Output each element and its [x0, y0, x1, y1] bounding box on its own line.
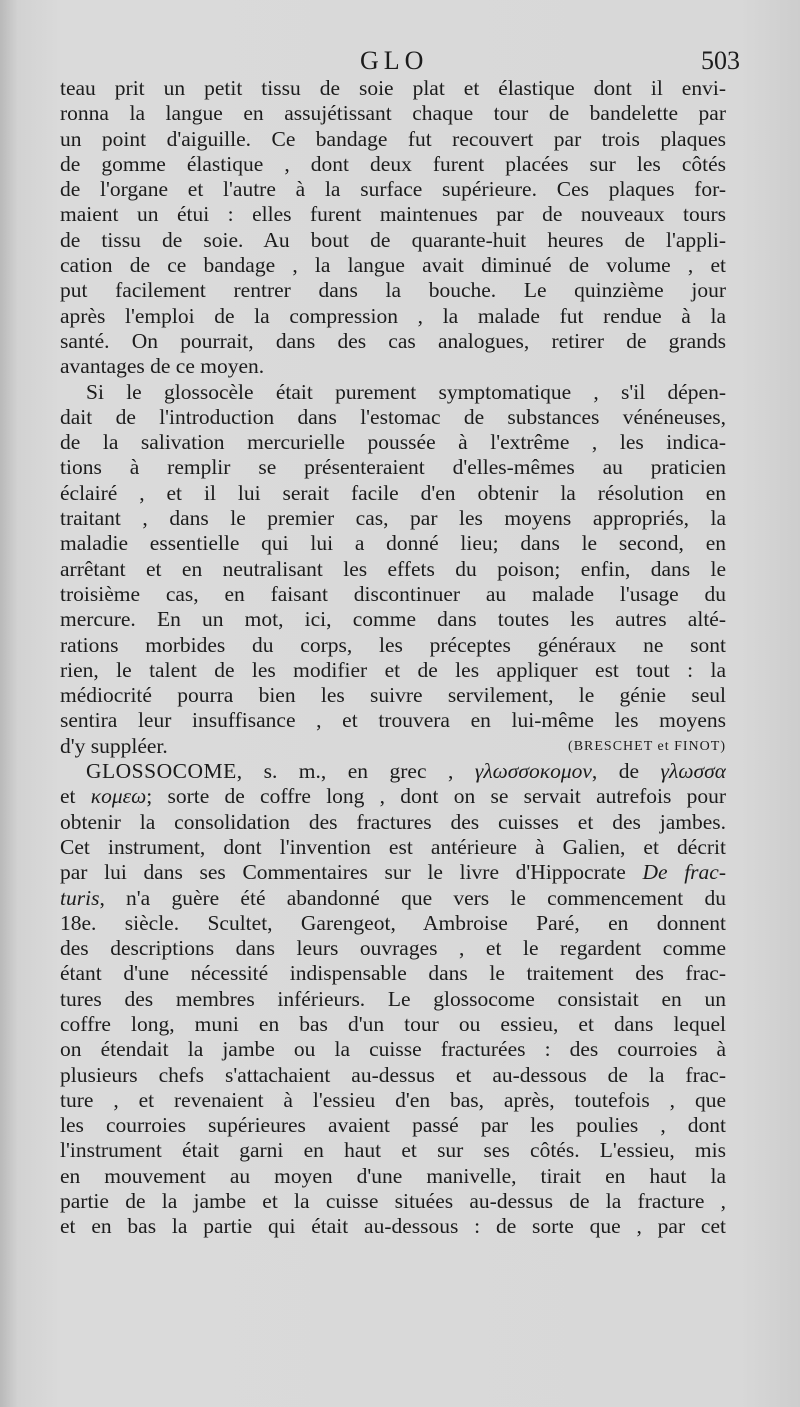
text-line: obtenir la consolidation des fractures des cuisses et des jambes.: [60, 809, 726, 834]
running-head: GLO: [360, 46, 429, 75]
text-line: on étendait la jambe ou la cuisse fracturées : des courroies à: [60, 1037, 726, 1062]
text-line: et en bas la partie qui était au-dessous : de sorte que , par cet: [60, 1214, 726, 1239]
text-line: dait de l'introduction dans l'estomac de substances vénéneuses,: [60, 404, 726, 429]
text-line: de l'organe et l'autre à la surface supérieure. Ces plaques for-: [60, 177, 726, 202]
entry-de: , de: [591, 759, 640, 784]
entry-et: et: [60, 784, 76, 809]
text-line: rations morbides du corps, les préceptes généraux ne sont: [60, 632, 726, 657]
text-line: Si le glossocèle était purement symptomatique , s'il dépen-: [86, 379, 726, 404]
text-line: teau prit un petit tissu de soie plat et élastique dont il envi-: [60, 76, 726, 100]
text-line: en mouvement au moyen d'une manivelle, tirait en haut la: [60, 1163, 726, 1188]
text-line: troisième cas, en faisant discontinuer au malade l'usage du: [60, 581, 726, 606]
text-line: ture , et revenaient à l'essieu d'en bas, après, toutefois , que: [60, 1087, 726, 1112]
text-line: ronna la langue en assujétissant chaque tour de bandelette par: [60, 101, 726, 126]
text-line: partie de la jambe et la cuisse situées au-dessus de la fracture ,: [60, 1189, 726, 1214]
text-line: un point d'aiguille. Ce bandage fut recouvert par trois plaques: [60, 126, 726, 151]
text-line: éclairé , et il lui serait facile d'en obtenir la résolution en: [60, 480, 726, 505]
text-line: maladie essentielle qui lui a donné lieu; dans le second, en: [60, 531, 726, 556]
entry-headword: GLOSSOCOME: [86, 759, 237, 784]
text-line: de gomme élastique , dont deux furent placées sur les côtés: [60, 151, 726, 176]
page-number: 503: [701, 46, 740, 75]
text-line: des descriptions dans leurs ouvrages , et le regardent comme: [60, 936, 726, 961]
text-line: mercure. En un mot, ici, comme dans toutes les autres alté-: [60, 607, 726, 632]
body-text: [60, 76, 726, 1240]
text-line: cation de ce bandage , la langue avait diminué de volume , et: [60, 253, 726, 278]
entry-definition: ; sorte de coffre long , dont on se servait autrefois pour: [146, 784, 726, 809]
citation-title: De frac-: [642, 860, 726, 885]
text-line: médiocrité pourra bien les suivre servilement, le génie seul: [60, 683, 726, 708]
text-line: rien, le talent de les modifier et de les appliquer est tout : la: [60, 657, 726, 682]
citation-text: , n'a guère été abandonné que vers le commencement du: [99, 885, 726, 910]
text-line: [60, 860, 726, 885]
text-line: de tissu de soie. Au bout de quarante-huit heures de l'appli-: [60, 227, 726, 252]
author-attribution: (BRESCHET et FINOT): [568, 738, 726, 754]
greek-term: γλωσσα: [660, 759, 726, 784]
text-line: Cet instrument, dont l'invention est antérieure à Galien, et décrit: [60, 834, 726, 859]
entry-headline: [60, 759, 726, 784]
text-line: put facilement rentrer dans la bouche. Le quinzième jour: [60, 278, 726, 303]
text-line: coffre long, muni en bas d'un tour ou essieu, et dans lequel: [60, 1011, 726, 1036]
text-line: 18e. siècle. Scultet, Garengeot, Ambroise Paré, en donnent: [60, 910, 726, 935]
text-line: tions à remplir se présenteraient d'elles-mêmes au praticien: [60, 455, 726, 480]
text-line: [60, 886, 726, 911]
text-line: santé. On pourrait, dans des cas analogues, retirer de grands: [60, 328, 726, 353]
text-line: étant d'une nécessité indispensable dans le traitement des frac-: [60, 961, 726, 986]
page-header: [60, 44, 740, 78]
text-line: de la salivation mercurielle poussée à l'extrême , les indica-: [60, 430, 726, 455]
text-line: l'instrument était garni en haut et sur ses côtés. L'essieu, mis: [60, 1138, 726, 1163]
text-line: arrêtant et en neutralisant les effets du poison; enfin, dans le: [60, 556, 726, 581]
text-line: [60, 784, 726, 809]
text-line: sentira leur insuffisance , et trouvera en lui-même les moyens: [60, 708, 726, 733]
entry-grammar: , s. m., en grec ,: [236, 759, 454, 784]
text-line: les courroies supérieures avaient passé par les poulies , dont: [60, 1113, 726, 1138]
text-line: avantages de ce moyen.: [60, 354, 265, 379]
text-line: plusieurs chefs s'attachaient au-dessus et au-dessous de la frac-: [60, 1062, 726, 1087]
text-line: [60, 734, 726, 759]
text-line: traitant , dans le premier cas, par les moyens appropriés, la: [60, 506, 726, 531]
greek-term: γλωσσοκομον: [474, 759, 592, 784]
text-line: maient un étui : elles furent maintenues par de nouveaux tours: [60, 202, 726, 227]
citation-title: turis: [60, 885, 100, 910]
text-line: tures des membres inférieurs. Le glossocome consistait en un: [60, 986, 726, 1011]
citation-text: par lui dans ses Commentaires sur le livre d'Hippocrate: [60, 860, 626, 885]
closing-text: d'y suppléer.: [60, 733, 168, 758]
text-line: après l'emploi de la compression , la malade fut rendue à la: [60, 303, 726, 328]
greek-term: κομεω: [90, 784, 147, 809]
